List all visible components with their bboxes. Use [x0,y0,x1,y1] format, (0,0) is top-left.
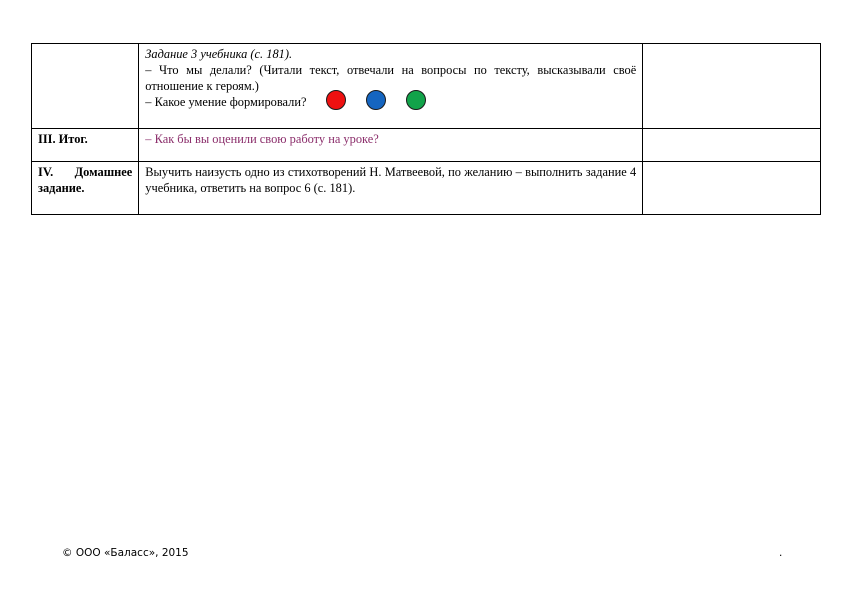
red-circle-icon [326,90,346,110]
notes-cell [643,129,821,162]
table-row [32,129,821,162]
stage-title: III. Итог. [38,132,88,146]
question-text: – Какое умение формировали? [145,95,307,109]
footer-dot: . [779,547,783,559]
stage-number: IV. [38,165,54,179]
stage-word: Домашнее [74,165,133,179]
stage-cell [32,129,139,162]
stage-word-2: задание. [38,181,85,195]
stage-cell [32,44,139,129]
notes-cell [643,162,821,215]
task-reference: Задание 3 учебника (с. 181). [145,47,293,61]
question-text: – Что мы делали? (Читали текст, отвечали на вопросы по тексту, высказывали своё отношение к героям.) [145,63,637,93]
table-row [32,162,821,215]
content-cell [139,129,643,162]
stage-title [38,164,132,180]
question-text: – Как бы вы оценили свою работу на уроке? [145,132,379,146]
footer-copyright: © ООО «Баласс», 2015 [62,547,189,559]
content-cell [139,162,643,215]
notes-cell [643,44,821,129]
blue-circle-icon [366,90,386,110]
table-row [32,44,821,129]
content-cell [139,44,643,129]
green-circle-icon [406,90,426,110]
color-circles [326,90,426,110]
homework-text: Выучить наизусть одно из стихотворений Н. Матвеевой, по желанию – выполнить задание 4 учебника, ответить на вопрос 6 (с. 181). [145,165,637,195]
question-line [145,94,636,110]
lesson-plan-table [31,43,821,215]
stage-cell [32,162,139,215]
